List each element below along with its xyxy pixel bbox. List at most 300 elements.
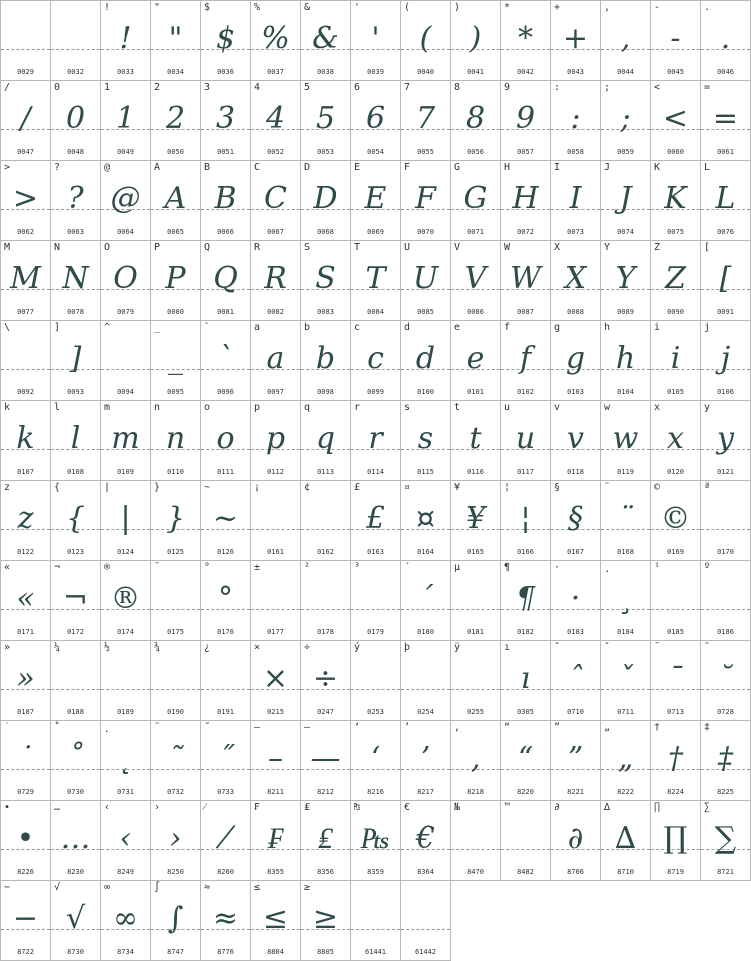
glyph-sample: √	[65, 901, 86, 936]
glyph-char-label: z	[4, 482, 11, 493]
glyph-code: 8220	[517, 788, 534, 796]
glyph-code: 8730	[67, 948, 84, 956]
glyph-char-label: f	[504, 322, 511, 333]
glyph-char-label: n	[154, 402, 161, 413]
glyph-code: 0061	[717, 148, 734, 156]
glyph-char-label: %	[254, 2, 261, 13]
glyph-code: 0084	[367, 308, 384, 316]
glyph-cell	[301, 401, 351, 481]
glyph-cell	[351, 641, 401, 721]
glyph-code: 0058	[567, 148, 584, 156]
glyph-code: 61442	[414, 948, 437, 956]
glyph-cell	[151, 561, 201, 641]
glyph-sample	[651, 575, 700, 623]
glyph-char-label: U	[404, 242, 411, 253]
glyph-cell	[651, 561, 701, 641]
glyph-char-label: «	[4, 562, 11, 573]
glyph-char-label: =	[704, 82, 711, 93]
glyph-sample	[451, 655, 500, 703]
glyph-sample: ₧	[360, 821, 391, 856]
glyph-cell	[401, 721, 451, 801]
glyph-char-label: R	[254, 242, 261, 253]
glyph-cell	[101, 721, 151, 801]
glyph-code: 0104	[617, 388, 634, 396]
glyph-sample: G	[463, 181, 488, 216]
glyph-code: 0042	[517, 68, 534, 76]
glyph-sample: †	[668, 741, 683, 776]
glyph-char-label: £	[354, 482, 361, 493]
glyph-cell	[151, 721, 201, 801]
glyph-cell	[401, 161, 451, 241]
glyph-char-label: S	[304, 242, 311, 253]
glyph-sample	[451, 815, 500, 863]
glyph-code: 8250	[167, 868, 184, 876]
glyph-char-label: ≥	[304, 882, 311, 893]
glyph-cell	[351, 241, 401, 321]
glyph-sample: £	[365, 501, 386, 536]
glyph-char-label: c	[354, 322, 361, 333]
glyph-code: 61441	[364, 948, 387, 956]
glyph-code: 0081	[217, 308, 234, 316]
glyph-code: 0305	[517, 708, 534, 716]
glyph-char-label: K	[654, 162, 661, 173]
glyph-char-label: ‚	[454, 722, 461, 733]
glyph-cell	[401, 241, 451, 321]
glyph-cell	[0, 0, 51, 81]
glyph-cell	[251, 801, 301, 881]
glyph-sample	[251, 575, 300, 623]
glyph-sample: ~	[212, 501, 239, 536]
glyph-sample: i	[670, 341, 681, 376]
glyph-sample	[351, 575, 400, 623]
glyph-code: 0033	[117, 68, 134, 76]
glyph-code: 0091	[717, 308, 734, 316]
glyph-sample: $	[215, 21, 236, 56]
glyph-sample	[451, 575, 500, 623]
glyph-cell	[351, 481, 401, 561]
glyph-sample: ˇ	[618, 661, 633, 696]
glyph-char-label: H	[504, 162, 511, 173]
glyph-cell	[251, 481, 301, 561]
glyph-char-label: ¶	[504, 562, 511, 573]
glyph-cell	[651, 721, 701, 801]
glyph-char-label: „	[604, 722, 611, 733]
glyph-cell	[401, 321, 451, 401]
glyph-sample: j	[720, 341, 731, 376]
glyph-char-label: h	[604, 322, 611, 333]
glyph-code: 0728	[717, 708, 734, 716]
glyph-code: 0113	[317, 468, 334, 476]
glyph-sample: (	[419, 21, 432, 56]
glyph-sample: c	[367, 341, 384, 376]
glyph-sample	[201, 655, 250, 703]
glyph-code: 0174	[117, 628, 134, 636]
glyph-cell	[51, 881, 101, 961]
glyph-code: 0096	[217, 388, 234, 396]
glyph-cell	[551, 0, 601, 81]
glyph-sample: ˙	[18, 741, 33, 776]
glyph-code: 8211	[267, 788, 284, 796]
glyph-sample: ‘	[370, 741, 381, 776]
glyph-code: 0097	[267, 388, 284, 396]
glyph-code: 0171	[17, 628, 34, 636]
glyph-char-label: ¤	[404, 482, 411, 493]
glyph-code: 0109	[117, 468, 134, 476]
glyph-char-label: G	[454, 162, 461, 173]
glyph-sample: -	[670, 21, 681, 56]
glyph-char-label: ›	[154, 802, 161, 813]
glyph-sample: >	[12, 181, 39, 216]
glyph-code: 0126	[217, 548, 234, 556]
glyph-char-label: y	[704, 402, 711, 413]
glyph-code: 0115	[417, 468, 434, 476]
glyph-code: 0051	[217, 148, 234, 156]
glyph-cell	[51, 801, 101, 881]
glyph-sample: N	[62, 261, 89, 296]
glyph-cell	[51, 321, 101, 401]
glyph-sample: D	[313, 181, 338, 216]
glyph-sample	[51, 655, 100, 703]
glyph-sample: ˘	[718, 661, 733, 696]
glyph-char-label: ;	[604, 82, 611, 93]
glyph-code: 0040	[417, 68, 434, 76]
glyph-cell	[501, 721, 551, 801]
glyph-cell	[401, 481, 451, 561]
glyph-char-label: ₣	[254, 802, 261, 813]
glyph-code: 0175	[167, 628, 184, 636]
glyph-sample: %	[261, 21, 290, 56]
glyph-code: 0102	[517, 388, 534, 396]
glyph-sample: v	[567, 421, 584, 456]
glyph-char-label: 5	[304, 82, 311, 93]
glyph-sample: ‚	[470, 741, 481, 776]
glyph-char-label: }	[154, 482, 161, 493]
glyph-code: 0062	[17, 228, 34, 236]
glyph-sample: ¶	[515, 581, 536, 616]
glyph-cell	[201, 561, 251, 641]
glyph-code: 0182	[517, 628, 534, 636]
glyph-char-label: 8	[454, 82, 461, 93]
glyph-code: 0189	[117, 708, 134, 716]
glyph-code: 0066	[217, 228, 234, 236]
glyph-cell	[251, 81, 301, 161]
glyph-cell	[151, 321, 201, 401]
glyph-code: 0181	[467, 628, 484, 636]
glyph-sample: ₤	[318, 821, 333, 856]
glyph-cell	[551, 641, 601, 721]
glyph-char-label: B	[204, 162, 211, 173]
glyph-code: 0029	[17, 68, 34, 76]
glyph-sample	[1, 15, 50, 63]
glyph-code: 0041	[467, 68, 484, 76]
glyph-sample: 0	[65, 101, 86, 136]
glyph-cell	[51, 241, 101, 321]
glyph-sample: 6	[365, 101, 386, 136]
glyph-char-label: §	[554, 482, 561, 493]
glyph-code: 0077	[17, 308, 34, 316]
glyph-sample: ∂	[567, 821, 584, 856]
glyph-sample: f	[519, 341, 532, 376]
glyph-char-label: {	[54, 482, 61, 493]
glyph-code: 0079	[117, 308, 134, 316]
glyph-sample: ”	[567, 741, 584, 776]
glyph-char-label: »	[4, 642, 11, 653]
glyph-char-label: w	[604, 402, 611, 413]
glyph-cell	[51, 161, 101, 241]
glyph-sample: ∑	[714, 821, 737, 856]
glyph-sample: ]	[69, 341, 82, 376]
glyph-sample: m	[111, 421, 140, 456]
glyph-code: 0168	[617, 548, 634, 556]
glyph-char-label: ¬	[54, 562, 61, 573]
glyph-sample: ˚	[68, 741, 83, 776]
glyph-sample: _	[168, 341, 183, 376]
glyph-sample: [	[719, 261, 732, 296]
glyph-sample: .	[720, 21, 731, 56]
glyph-char-label: l	[54, 402, 61, 413]
glyph-char-label: X	[554, 242, 561, 253]
glyph-cell	[251, 641, 301, 721]
glyph-code: 0729	[17, 788, 34, 796]
glyph-cell	[701, 641, 751, 721]
glyph-sample: +	[562, 21, 589, 56]
glyph-char-label: e	[454, 322, 461, 333]
glyph-char-label: >	[4, 162, 11, 173]
glyph-sample: {	[65, 501, 86, 536]
glyph-cell	[551, 161, 601, 241]
glyph-sample: d	[415, 341, 436, 376]
glyph-cell	[501, 241, 551, 321]
glyph-sample: ˆ	[568, 661, 583, 696]
glyph-cell	[551, 81, 601, 161]
glyph-code: 0037	[267, 68, 284, 76]
glyph-code: 0032	[67, 68, 84, 76]
glyph-cell	[351, 561, 401, 641]
glyph-code: 0039	[367, 68, 384, 76]
glyph-cell	[151, 801, 201, 881]
glyph-cell	[251, 321, 301, 401]
glyph-code: 0166	[517, 548, 534, 556]
glyph-sample: ₣	[268, 821, 283, 856]
glyph-cell	[0, 481, 51, 561]
glyph-cell	[251, 241, 301, 321]
glyph-code: 0123	[67, 548, 84, 556]
glyph-char-label: F	[404, 162, 411, 173]
glyph-sample: @	[110, 181, 141, 216]
glyph-char-label: )	[454, 2, 461, 13]
glyph-cell	[451, 481, 501, 561]
glyph-sample: 1	[115, 101, 136, 136]
glyph-cell	[701, 241, 751, 321]
glyph-char-label: ¹	[654, 562, 661, 573]
glyph-code: 0065	[167, 228, 184, 236]
glyph-sample: ¸	[618, 581, 633, 616]
glyph-code: 0169	[667, 548, 684, 556]
glyph-char-label: ¸	[604, 562, 611, 573]
glyph-cell	[51, 561, 101, 641]
glyph-sample: ≤	[262, 901, 289, 936]
glyph-code: 8722	[17, 948, 34, 956]
glyph-char-label: !	[104, 2, 111, 13]
glyph-code: 0071	[467, 228, 484, 236]
glyph-cell	[201, 161, 251, 241]
glyph-cell	[201, 641, 251, 721]
glyph-char-label: J	[604, 162, 611, 173]
glyph-cell	[201, 401, 251, 481]
glyph-sample: ©	[660, 501, 691, 536]
glyph-cell	[401, 81, 451, 161]
glyph-sample: T	[365, 261, 386, 296]
glyph-code: 0070	[417, 228, 434, 236]
glyph-sample: ;	[620, 101, 631, 136]
glyph-code: 0731	[117, 788, 134, 796]
glyph-cell	[101, 881, 151, 961]
glyph-cell	[0, 241, 51, 321]
glyph-sample: €	[415, 821, 436, 856]
glyph-cell	[201, 721, 251, 801]
glyph-sample: ?	[67, 181, 84, 216]
glyph-sample: u	[515, 421, 536, 456]
glyph-code: 0114	[367, 468, 384, 476]
glyph-sample: B	[214, 181, 237, 216]
glyph-char-label: ˆ	[554, 642, 561, 653]
glyph-sample: I	[569, 181, 582, 216]
glyph-char-label: ˉ	[654, 642, 661, 653]
glyph-code: 0183	[567, 628, 584, 636]
glyph-sample: §	[568, 501, 583, 536]
glyph-char-label: +	[554, 2, 561, 13]
glyph-cell	[601, 641, 651, 721]
glyph-char-label: u	[504, 402, 511, 413]
glyph-sample: 4	[265, 101, 286, 136]
glyph-cell	[451, 81, 501, 161]
glyph-char-label: k	[4, 402, 11, 413]
glyph-cell	[701, 481, 751, 561]
glyph-cell	[251, 721, 301, 801]
glyph-cell	[501, 561, 551, 641]
glyph-sample: b	[315, 341, 336, 376]
glyph-char-label: ·	[554, 562, 561, 573]
glyph-code: 0191	[217, 708, 234, 716]
glyph-code: 0117	[517, 468, 534, 476]
glyph-code: 0060	[667, 148, 684, 156]
glyph-cell	[301, 0, 351, 81]
glyph-code: 0188	[67, 708, 84, 716]
glyph-cell	[701, 0, 751, 81]
glyph-cell	[651, 241, 701, 321]
glyph-cell	[0, 881, 51, 961]
glyph-cell	[551, 721, 601, 801]
glyph-code: 8710	[617, 868, 634, 876]
glyph-code: 0076	[717, 228, 734, 236]
glyph-sample: e	[466, 341, 485, 376]
glyph-sample: U	[412, 261, 439, 296]
glyph-char-label: .	[704, 2, 711, 13]
glyph-cell	[651, 0, 701, 81]
glyph-cell	[251, 401, 301, 481]
glyph-code: 0049	[117, 148, 134, 156]
glyph-sample: R	[264, 261, 287, 296]
glyph-code: 0253	[367, 708, 384, 716]
glyph-sample: ≥	[312, 901, 339, 936]
glyph-char-label: ‘	[354, 722, 361, 733]
glyph-char-label: ª	[704, 482, 711, 493]
glyph-cell	[101, 0, 151, 81]
glyph-code: 8364	[417, 868, 434, 876]
glyph-cell	[301, 81, 351, 161]
glyph-char-label: ’	[404, 722, 411, 733]
glyph-cell	[501, 81, 551, 161]
glyph-cell	[601, 561, 651, 641]
glyph-code: 8719	[667, 868, 684, 876]
glyph-sample: ∫	[167, 901, 184, 936]
glyph-sample: J	[619, 181, 632, 216]
glyph-cell	[301, 481, 351, 561]
glyph-sample	[1, 335, 50, 383]
glyph-char-label: \	[4, 322, 11, 333]
glyph-char-label: ˙	[4, 722, 11, 733]
glyph-cell	[151, 241, 201, 321]
glyph-sample: M	[10, 261, 41, 296]
glyph-char-label: ½	[104, 642, 111, 653]
glyph-code: 0064	[117, 228, 134, 236]
glyph-char-label: M	[4, 242, 11, 253]
glyph-char-label: "	[154, 2, 161, 13]
glyph-code: 8217	[417, 788, 434, 796]
glyph-char-label: ²	[304, 562, 311, 573]
glyph-char-label: A	[154, 162, 161, 173]
glyph-code: 0068	[317, 228, 334, 236]
glyph-cell	[301, 801, 351, 881]
glyph-cell	[651, 641, 701, 721]
glyph-char-label: ∂	[554, 802, 561, 813]
glyph-char-label: ¨	[604, 482, 611, 493]
glyph-sample: W	[510, 261, 541, 296]
glyph-char-label: †	[654, 722, 661, 733]
glyph-cell	[401, 801, 451, 881]
glyph-sample: w	[612, 421, 639, 456]
glyph-code: 8218	[467, 788, 484, 796]
glyph-sample: «	[16, 581, 35, 616]
glyph-code: 0098	[317, 388, 334, 396]
glyph-code: 8356	[317, 868, 334, 876]
glyph-char-label: 2	[154, 82, 161, 93]
glyph-sample: =	[712, 101, 739, 136]
glyph-cell	[151, 641, 201, 721]
glyph-code: 0073	[567, 228, 584, 236]
glyph-cell	[601, 721, 651, 801]
glyph-cell	[551, 561, 601, 641]
glyph-code: 0118	[567, 468, 584, 476]
glyph-code: 0044	[617, 68, 634, 76]
glyph-sample	[351, 895, 400, 943]
glyph-cell	[601, 401, 651, 481]
glyph-code: 0082	[267, 308, 284, 316]
glyph-sample	[701, 575, 750, 623]
glyph-cell	[51, 641, 101, 721]
glyph-code: 8226	[17, 868, 34, 876]
glyph-cell	[201, 801, 251, 881]
glyph-char-label: s	[404, 402, 411, 413]
glyph-code: 0172	[67, 628, 84, 636]
glyph-char-label: t	[454, 402, 461, 413]
glyph-sample: 2	[165, 101, 186, 136]
glyph-cell	[0, 401, 51, 481]
glyph-code: 8222	[617, 788, 634, 796]
glyph-cell	[651, 481, 701, 561]
glyph-char-label: (	[404, 2, 411, 13]
glyph-cell	[351, 81, 401, 161]
